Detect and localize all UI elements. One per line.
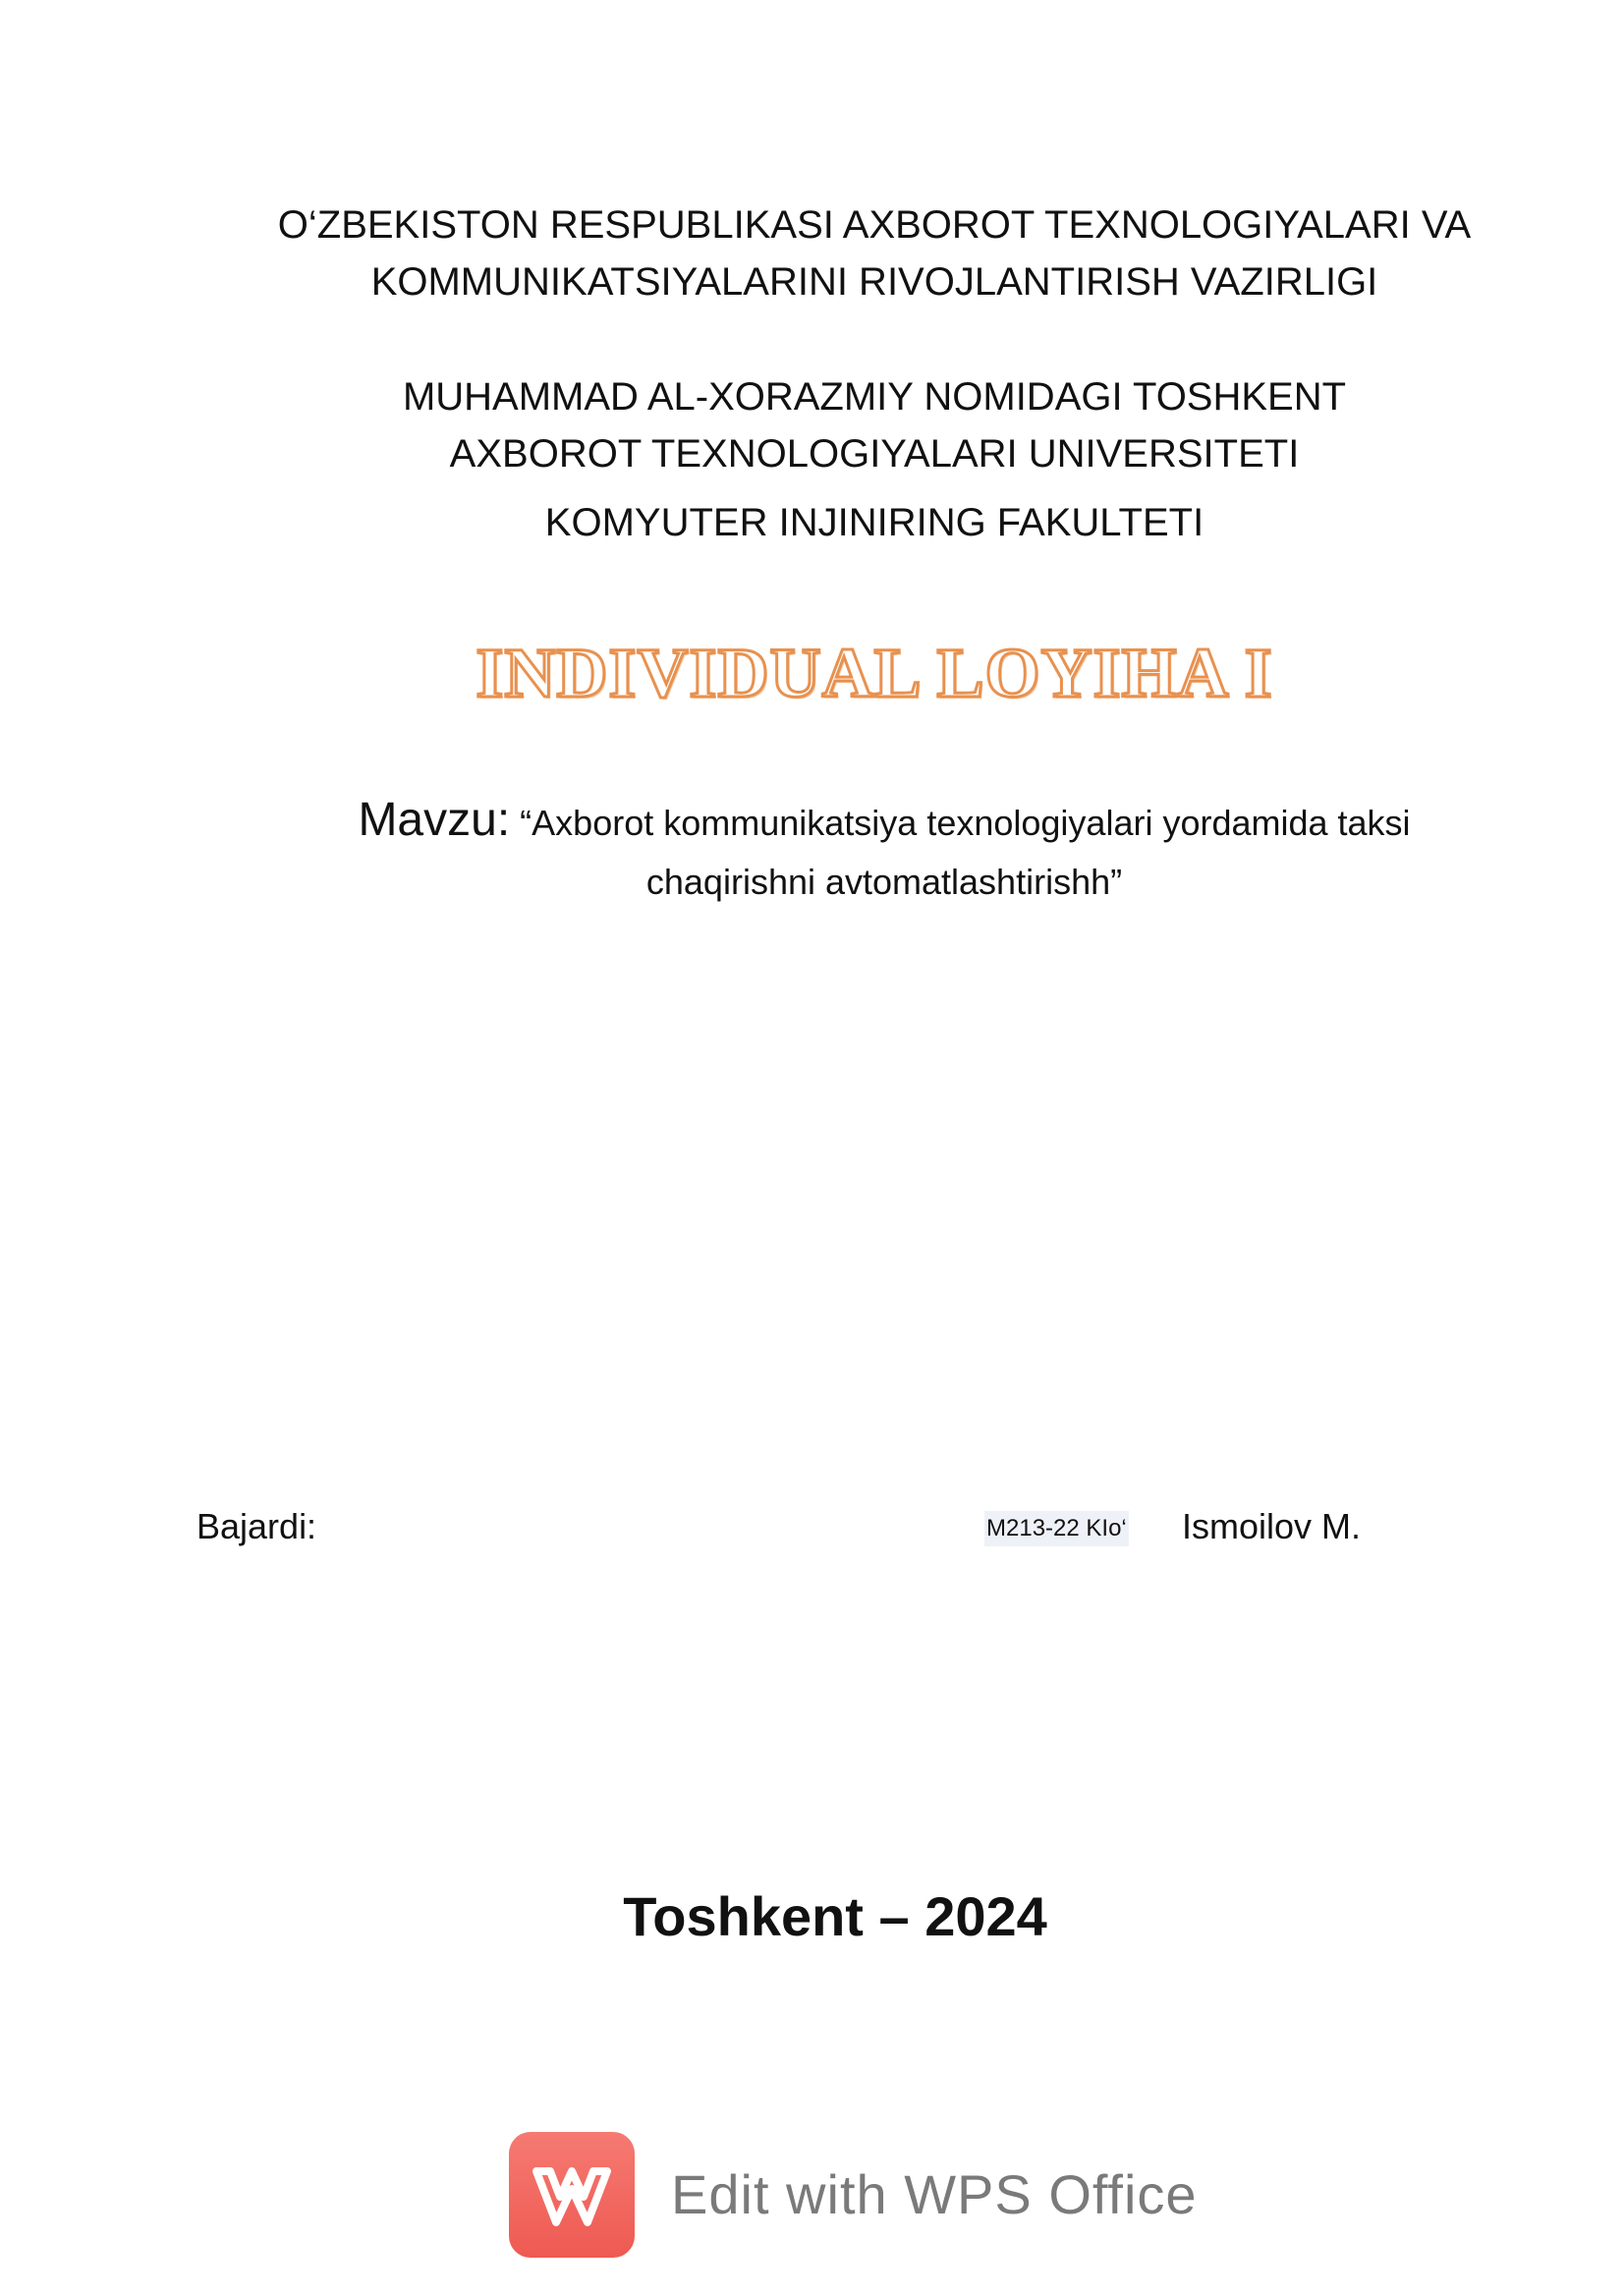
topic-line-1 bbox=[295, 791, 1474, 853]
faculty-heading: KOMYUTER INJINIRING FAKULTETI bbox=[544, 501, 1204, 544]
ministry-line-1: O‘ZBEKISTON RESPUBLIKASI AXBOROT TEXNOLOGIYALARI VA bbox=[277, 203, 1472, 247]
student-name: Ismoilov M. bbox=[1182, 1506, 1362, 1546]
topic-block bbox=[295, 791, 1474, 912]
student-group: M213-22 KIo‘ bbox=[984, 1511, 1129, 1546]
ministry-heading bbox=[231, 196, 1518, 310]
university-line-1: MUHAMMAD AL-XORAZMIY NOMIDAGI TOSHKENT bbox=[402, 375, 1347, 419]
wps-logo-icon[interactable] bbox=[509, 2132, 635, 2258]
university-line-2: AXBOROT TEXNOLOGIYALARI UNIVERSITETI bbox=[449, 432, 1300, 476]
wps-logo-glyph bbox=[509, 2132, 635, 2258]
author-label: Bajardi: bbox=[196, 1506, 317, 1546]
topic-text-line-2: chaqirishni avtomatlashtirishh” bbox=[645, 862, 1123, 902]
city-year: Toshkent – 2024 bbox=[623, 1885, 1047, 1947]
project-title: INDIVIDUAL LOYIHA I bbox=[476, 634, 1273, 712]
topic-text-line-1: “Axborot kommunikatsiya texnologiyalari yordamida taksi bbox=[520, 803, 1411, 843]
ministry-line-2: KOMMUNIKATSIYALARINI RIVOJLANTIRISH VAZIRLIGI bbox=[370, 260, 1378, 304]
university-heading bbox=[231, 368, 1518, 482]
wps-watermark-text[interactable]: Edit with WPS Office bbox=[671, 2163, 1198, 2225]
topic-label: Mavzu: bbox=[358, 794, 511, 846]
